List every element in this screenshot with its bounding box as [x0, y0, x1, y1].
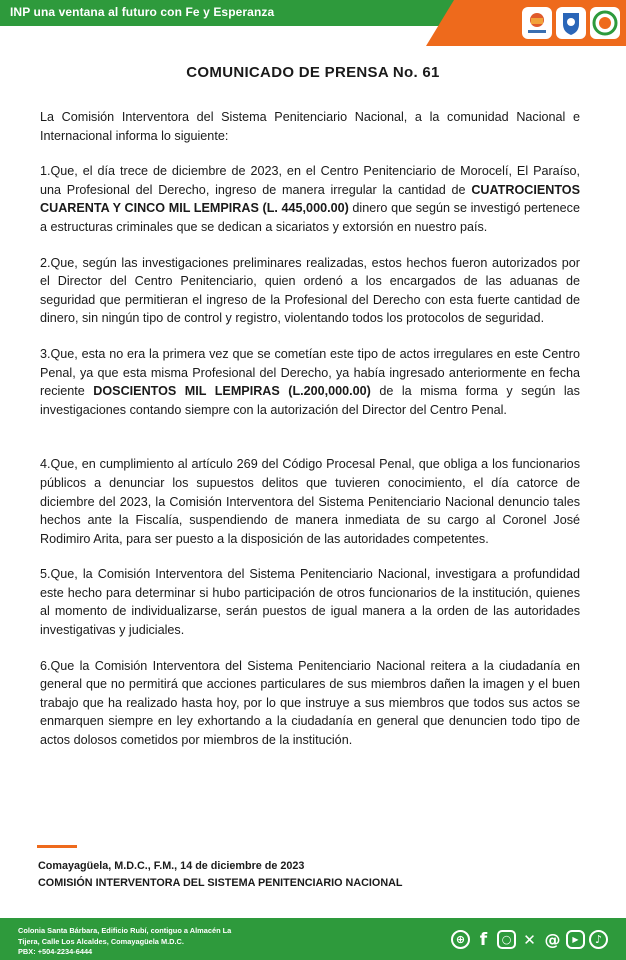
paragraph-6: 6.Que la Comisión Interventora del Sistema Penitenciario Nacional reitera a la ciudadanía en general que no permitirá que acciones particulares de sus miembros dañen la imagen y el buen trabajo que ha realizado hasta hoy, por lo que instruye a sus miembros que todos sus actos se enmarquen siempre en ley exhortando a la ciudadanía en general que denuncien todo tipo de actos dolosos cometidos por miembros de la institución.: [40, 658, 580, 748]
footer-address: Colonia Santa Bárbara, Edificio Rubí, contiguo a Almacén La Tijera, Calle Los Alcaldes, Comayagüela M.D.C. PBX: +504-2234-6444: [18, 926, 232, 957]
header-logos: [522, 5, 620, 41]
social-links: [451, 930, 608, 949]
header-banner: [0, 0, 626, 46]
paragraph-5: 5.Que, la Comisión Interventora del Sistema Penitenciario Nacional, investigara a profundidad este hecho para determinar si hubo participación de otros funcionarios de la institución, quienes al momento de individualizarse, serán puestos de igual manera a la orden de las autoridades investigativas y judiciales.: [40, 567, 580, 638]
amount-200000: DOSCIENTOS MIL LEMPIRAS (L.200,000.00): [93, 384, 371, 399]
web-icon[interactable]: ⊕: [451, 930, 470, 949]
document-body: [40, 108, 580, 767]
footer-phone: PBX: +504-2234-6444: [18, 947, 93, 957]
header-slogan: INP una ventana al futuro con Fe y Esperanza: [10, 5, 275, 19]
facebook-icon[interactable]: f: [479, 929, 488, 950]
place-date: Comayagüela, M.D.C., F.M., 14 de diciembre de 2023: [38, 860, 305, 872]
document-title: COMUNICADO DE PRENSA No. 61: [186, 64, 440, 81]
paragraph-3: 3.Que, esta no era la primera vez que se cometían este tipo de actos irregulares en este Centro Penal, ya que esta misma Profesional del Derecho, ya había ingresado anteriormente en fecha reciente DOSCIENTOS MIL LEMPIRAS (L.200,000.00) de la misma forma y según las investigaciones contando siempre con la autorización del Director del Centro Penal.: [40, 346, 580, 417]
youtube-icon[interactable]: ▶: [566, 930, 585, 949]
police-shield-icon: [556, 7, 586, 39]
threads-icon[interactable]: @: [544, 930, 561, 949]
orange-divider: [37, 845, 77, 848]
paragraph-1: 1.Que, el día trece de diciembre de 2023, en el Centro Penitenciario de Morocelí, El Paraíso, una Profesional del Derecho, ingreso de manera irregular la cantidad de CUATROCIENTOS CUARENTA Y CINCO MIL LEMPIRAS (L. 445,000.00) dinero que según se investigó pertenece a estructuras criminales que se dedican a sicariatos y extorsión en nuestro país.: [40, 164, 580, 234]
tiktok-icon[interactable]: ♪: [589, 930, 608, 949]
amount-445000: CUATROCIENTOS CUARENTA Y CINCO MIL LEMPIRAS (L. 445,000.00): [40, 182, 580, 216]
paragraph-4: 4.Que, en cumplimiento al artículo 269 del Código Procesal Penal, que obliga a los funcionarios públicos a denunciar los supuestos delitos que tuvieren conocimiento, el día catorce de diciembre del 2023, la Comisión Interventora del Sistema Penitenciario Nacional denuncio tales hechos ante la Fiscalía, suspendiendo de manera inmediata de su cargo al Coronel José Rodimiro Arita, para ser puesto a la disposición de las autoridades competentes.: [40, 457, 580, 546]
honduras-seal-icon: [522, 7, 552, 39]
instagram-icon[interactable]: ○: [497, 930, 516, 949]
x-icon[interactable]: ✕: [523, 930, 536, 949]
signing-organization: COMISIÓN INTERVENTORA DEL SISTEMA PENITENCIARIO NACIONAL: [38, 877, 403, 889]
paragraph-2: 2.Que, según las investigaciones preliminares realizadas, estos hechos fueron autorizados por el Director del Centro Penitenciario, quien ordenó a los encargados de las aduanas de seguridad que permitieran el ingreso de la Profesional del Derecho con esta fuerte cantidad de dinero, sin ningún tipo de control y registro, violentando todos los protocolos de seguridad.: [40, 255, 580, 326]
intro-paragraph: La Comisión Interventora del Sistema Penitenciario Nacional, a la comunidad Nacional e Internacional informa lo siguiente:: [40, 110, 580, 143]
inp-emblem-icon: [590, 7, 620, 39]
